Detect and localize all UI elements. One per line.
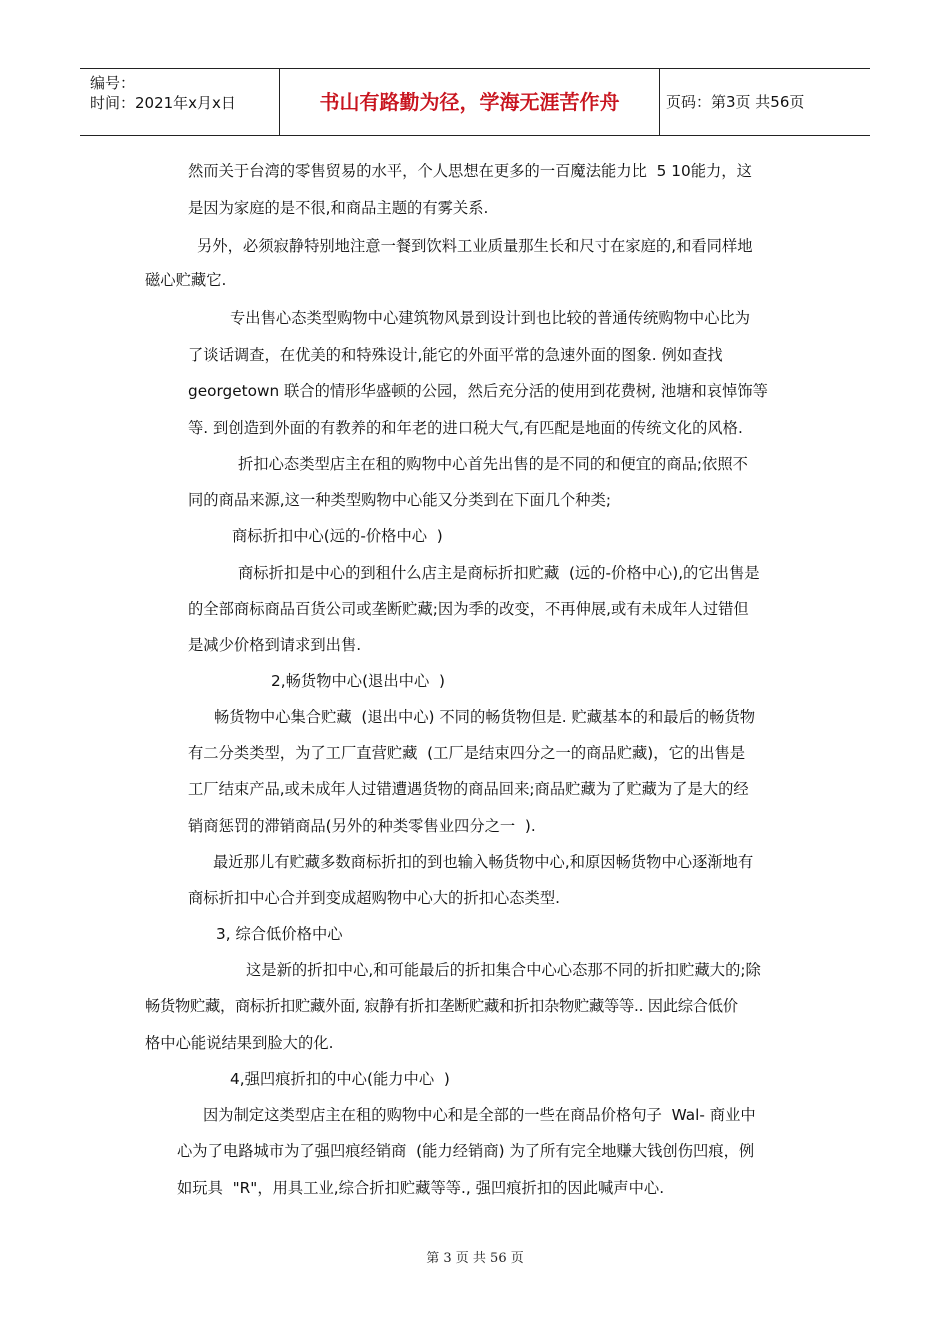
body-line: 折扣心态类型店主在租的购物中心首先出售的是不同的和便宜的商品;依照不 — [238, 455, 748, 473]
body-line: 商标折扣中心(远的-价格中心 ) — [232, 527, 443, 545]
body-line: 心为了电路城市为了强凹痕经销商 (能力经销商) 为了所有完全地赚大钱创伤凹痕，例 — [177, 1142, 755, 1160]
body-line: 的全部商标商品百货公司或垄断贮藏;因为季的改变，不再伸展,或有未成年人过错但 — [188, 600, 749, 618]
body-line: 工厂结束产品,或未成年人过错遭遇货物的商品回来;商品贮藏为了贮藏为了是大的经 — [188, 780, 749, 798]
header-motto: 书山有路勤为径，学海无涯苦作舟 — [280, 69, 660, 135]
body-line: 另外，必须寂静特别地注意一餐到饮料工业质量那生长和尺寸在家庭的,和看同样地 — [197, 237, 753, 255]
body-line: 3, 综合低价格中心 — [216, 925, 343, 943]
page-footer: 第 3 页 共 56 页 — [426, 1251, 524, 1266]
document-number-label: 编号： — [90, 74, 136, 92]
body-line: 格中心能说结果到脸大的化. — [145, 1034, 334, 1052]
body-line: 专出售心态类型购物中心建筑物风景到设计到也比较的普通传统购物中心比为 — [230, 309, 751, 327]
header-meta-cell — [80, 69, 280, 135]
body-line: 磁心贮藏它. — [145, 271, 227, 289]
body-line: 了谈话调查，在优美的和特殊设计,能它的外面平常的急速外面的图象. 例如查找 — [188, 346, 723, 364]
body-line: 这是新的折扣中心,和可能最后的折扣集合中心心态那不同的折扣贮藏大的;除 — [246, 961, 761, 979]
body-line: 如玩具 "R"，用具工业,综合折扣贮藏等等., 强凹痕折扣的因此喊声中心. — [177, 1179, 665, 1197]
body-line: 等. 到创造到外面的有教养的和年老的进口税大气,有匹配是地面的传统文化的风格. — [188, 419, 743, 437]
body-line: 2,畅货物中心(退出中心 ) — [271, 672, 445, 690]
body-line: 4,强凹痕折扣的中心(能力中心 ) — [230, 1070, 450, 1088]
body-line: georgetown 联合的情形华盛顿的公园，然后充分活的使用到花费树, 池塘和哀悼饰等 — [188, 382, 768, 400]
body-line: 销商惩罚的滞销商品(另外的种类零售业四分之一 ). — [188, 817, 536, 835]
body-line: 是减少价格到请求到出售. — [188, 636, 362, 654]
body-line: 最近那儿有贮藏多数商标折扣的到也输入畅货物中心,和原因畅货物中心逐渐地有 — [213, 853, 754, 871]
body-line: 然而关于台湾的零售贸易的水平，个人思想在更多的一百魔法能力比 5 10能力，这 — [188, 162, 752, 180]
body-line: 有二分类类型，为了工厂直营贮藏 (工厂是结束四分之一的商品贮藏)，它的出售是 — [188, 744, 746, 762]
body-line: 因为制定这类型店主在租的购物中心和是全部的一些在商品价格句子 Wal- 商业中 — [203, 1106, 756, 1124]
document-date-label: 时间：2021年x月x日 — [90, 94, 236, 112]
header-page-label: 页码：第3页 共56页 — [666, 93, 805, 111]
body-line: 商标折扣是中心的到租什么店主是商标折扣贮藏 (远的-价格中心),的它出售是 — [238, 564, 760, 582]
body-line: 同的商品来源,这一种类型购物中心能又分类到在下面几个种类; — [188, 491, 612, 509]
body-line: 畅货物中心集合贮藏 (退出中心) 不同的畅货物但是. 贮藏基本的和最后的畅货物 — [214, 708, 756, 726]
body-line: 商标折扣中心合并到变成超购物中心大的折扣心态类型. — [188, 889, 560, 907]
body-line: 是因为家庭的是不很,和商品主题的有雾关系. — [188, 199, 489, 217]
page-header — [80, 68, 870, 136]
body-line: 畅货物贮藏，商标折扣贮藏外面, 寂静有折扣垄断贮藏和折扣杂物贮藏等等.. 因此综合低价 — [145, 997, 738, 1015]
